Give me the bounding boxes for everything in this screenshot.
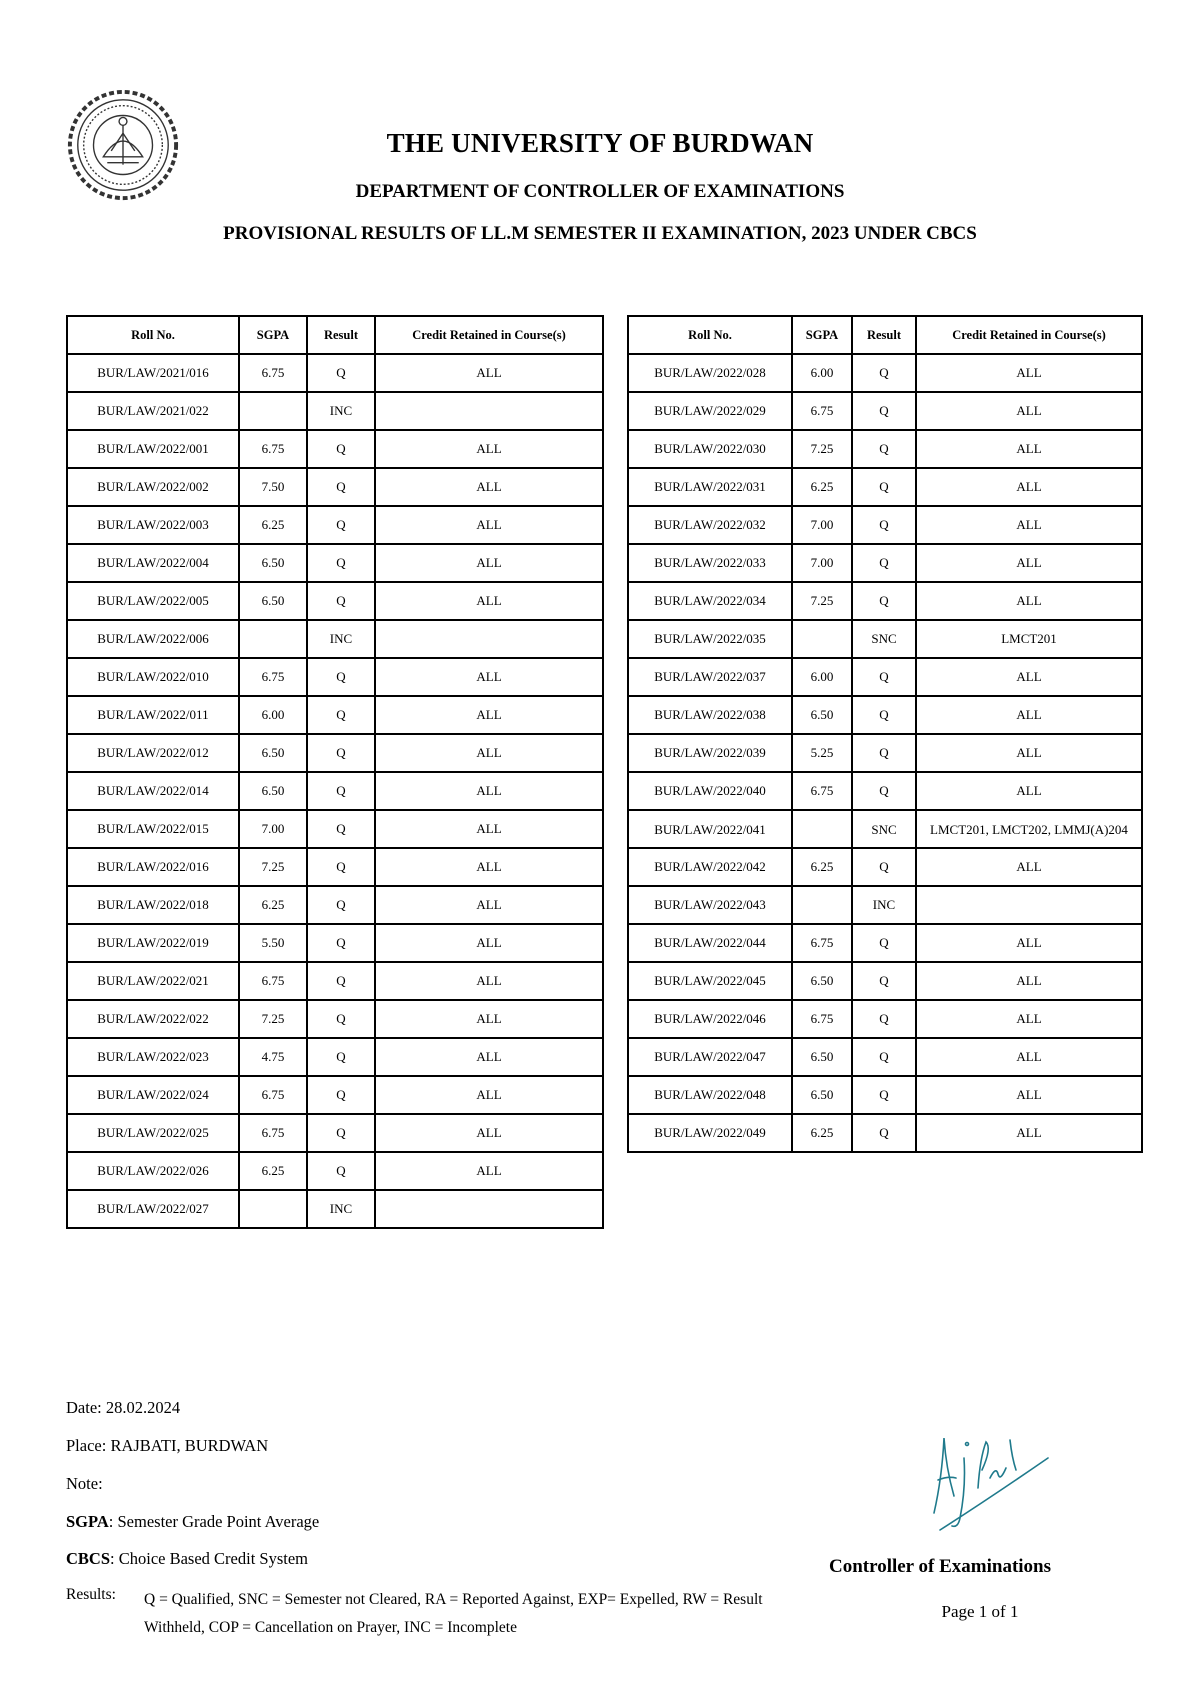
credit-cell: ALL bbox=[375, 962, 603, 1000]
table-row bbox=[67, 772, 603, 810]
credit-cell: ALL bbox=[375, 734, 603, 772]
roll-no-cell: BUR/LAW/2022/010 bbox=[67, 658, 239, 696]
table-row bbox=[628, 354, 1142, 392]
roll-no-cell: BUR/LAW/2022/032 bbox=[628, 506, 792, 544]
result-cell: Q bbox=[307, 468, 375, 506]
credit-cell: ALL bbox=[916, 962, 1142, 1000]
roll-no-cell: BUR/LAW/2022/047 bbox=[628, 1038, 792, 1076]
credit-cell: ALL bbox=[916, 354, 1142, 392]
credit-cell bbox=[375, 392, 603, 430]
roll-no-cell: BUR/LAW/2022/041 bbox=[628, 810, 792, 848]
roll-no-cell: BUR/LAW/2022/019 bbox=[67, 924, 239, 962]
sgpa-cell: 6.00 bbox=[792, 354, 852, 392]
sgpa-text: : Semester Grade Point Average bbox=[108, 1512, 320, 1531]
sgpa-cell: 6.75 bbox=[792, 772, 852, 810]
roll-no-cell: BUR/LAW/2022/037 bbox=[628, 658, 792, 696]
roll-no-cell: BUR/LAW/2022/023 bbox=[67, 1038, 239, 1076]
credit-cell: ALL bbox=[375, 1114, 603, 1152]
credit-cell: ALL bbox=[375, 1152, 603, 1190]
roll-no-cell: BUR/LAW/2022/016 bbox=[67, 848, 239, 886]
credit-cell: ALL bbox=[375, 582, 603, 620]
roll-no-cell: BUR/LAW/2022/024 bbox=[67, 1076, 239, 1114]
sgpa-abbr: SGPA bbox=[66, 1512, 109, 1531]
roll-no-cell: BUR/LAW/2022/046 bbox=[628, 1000, 792, 1038]
table-row bbox=[67, 620, 603, 658]
result-cell: Q bbox=[307, 962, 375, 1000]
sgpa-cell: 6.50 bbox=[239, 772, 307, 810]
credit-cell: ALL bbox=[375, 696, 603, 734]
result-cell: Q bbox=[307, 1114, 375, 1152]
credit-cell: ALL bbox=[916, 848, 1142, 886]
sgpa-cell bbox=[792, 620, 852, 658]
sgpa-definition bbox=[66, 1512, 319, 1532]
sgpa-cell: 6.00 bbox=[239, 696, 307, 734]
roll-no-cell: BUR/LAW/2022/018 bbox=[67, 886, 239, 924]
table-row bbox=[67, 582, 603, 620]
sgpa-cell: 6.25 bbox=[239, 506, 307, 544]
credit-cell: ALL bbox=[916, 392, 1142, 430]
result-cell: Q bbox=[852, 430, 916, 468]
place-line: Place: RAJBATI, BURDWAN bbox=[66, 1436, 269, 1455]
credit-cell bbox=[916, 886, 1142, 924]
table-row bbox=[628, 658, 1142, 696]
roll-no-cell: BUR/LAW/2022/045 bbox=[628, 962, 792, 1000]
roll-no-cell: BUR/LAW/2022/038 bbox=[628, 696, 792, 734]
result-cell: INC bbox=[307, 392, 375, 430]
result-cell: Q bbox=[307, 506, 375, 544]
sgpa-cell: 7.50 bbox=[239, 468, 307, 506]
table-row bbox=[67, 468, 603, 506]
table-row bbox=[67, 962, 603, 1000]
result-cell: Q bbox=[307, 886, 375, 924]
credit-cell: ALL bbox=[916, 696, 1142, 734]
result-cell: Q bbox=[852, 734, 916, 772]
table-row bbox=[67, 658, 603, 696]
credit-cell: ALL bbox=[916, 772, 1142, 810]
exam-title: PROVISIONAL RESULTS OF LL.M SEMESTER II EXAMINATION, 2023 UNDER CBCS bbox=[223, 223, 977, 244]
result-cell: Q bbox=[307, 430, 375, 468]
result-cell: Q bbox=[307, 1000, 375, 1038]
university-title: THE UNIVERSITY OF BURDWAN bbox=[386, 128, 814, 158]
column-header-result: Result bbox=[307, 316, 375, 354]
roll-no-cell: BUR/LAW/2021/022 bbox=[67, 392, 239, 430]
table-row bbox=[67, 1038, 603, 1076]
table-row bbox=[67, 544, 603, 582]
result-cell: Q bbox=[307, 1076, 375, 1114]
credit-cell: ALL bbox=[916, 734, 1142, 772]
table-row bbox=[628, 886, 1142, 924]
column-header-result: Result bbox=[852, 316, 916, 354]
roll-no-cell: BUR/LAW/2022/028 bbox=[628, 354, 792, 392]
credit-cell: ALL bbox=[375, 1076, 603, 1114]
result-cell: Q bbox=[852, 1076, 916, 1114]
sgpa-cell: 5.25 bbox=[792, 734, 852, 772]
roll-no-cell: BUR/LAW/2022/003 bbox=[67, 506, 239, 544]
roll-no-cell: BUR/LAW/2022/021 bbox=[67, 962, 239, 1000]
sgpa-cell: 6.50 bbox=[239, 582, 307, 620]
sgpa-cell: 6.50 bbox=[792, 1038, 852, 1076]
sgpa-cell: 6.25 bbox=[792, 848, 852, 886]
result-cell: Q bbox=[307, 810, 375, 848]
result-cell: Q bbox=[852, 848, 916, 886]
roll-no-cell: BUR/LAW/2022/015 bbox=[67, 810, 239, 848]
result-cell: Q bbox=[307, 582, 375, 620]
sgpa-cell: 6.00 bbox=[792, 658, 852, 696]
result-cell: Q bbox=[852, 468, 916, 506]
sgpa-cell: 6.25 bbox=[792, 1114, 852, 1152]
result-cell: Q bbox=[852, 1038, 916, 1076]
sgpa-cell: 7.00 bbox=[792, 506, 852, 544]
credit-cell: ALL bbox=[375, 886, 603, 924]
roll-no-cell: BUR/LAW/2022/044 bbox=[628, 924, 792, 962]
result-cell: Q bbox=[307, 696, 375, 734]
table-row bbox=[67, 1000, 603, 1038]
sgpa-cell: 6.75 bbox=[239, 1076, 307, 1114]
table-row bbox=[628, 696, 1142, 734]
sgpa-cell: 7.25 bbox=[792, 582, 852, 620]
table-row bbox=[628, 506, 1142, 544]
results-label: Results: bbox=[66, 1586, 116, 1603]
sgpa-cell: 6.75 bbox=[239, 354, 307, 392]
cbcs-definition bbox=[66, 1549, 308, 1569]
roll-no-cell: BUR/LAW/2022/022 bbox=[67, 1000, 239, 1038]
table-row bbox=[67, 734, 603, 772]
result-cell: Q bbox=[852, 582, 916, 620]
credit-cell: ALL bbox=[375, 468, 603, 506]
result-cell: Q bbox=[852, 1114, 916, 1152]
roll-no-cell: BUR/LAW/2022/039 bbox=[628, 734, 792, 772]
result-cell: Q bbox=[852, 772, 916, 810]
sgpa-cell: 4.75 bbox=[239, 1038, 307, 1076]
signature-icon bbox=[920, 1418, 1050, 1538]
table-row bbox=[628, 810, 1142, 848]
sgpa-cell: 6.75 bbox=[239, 1114, 307, 1152]
sgpa-cell bbox=[792, 886, 852, 924]
table-row bbox=[628, 848, 1142, 886]
result-cell: Q bbox=[307, 848, 375, 886]
credit-cell: ALL bbox=[916, 1114, 1142, 1152]
sgpa-cell: 7.25 bbox=[239, 848, 307, 886]
results-table-left bbox=[66, 315, 604, 1229]
roll-no-cell: BUR/LAW/2022/026 bbox=[67, 1152, 239, 1190]
roll-no-cell: BUR/LAW/2022/011 bbox=[67, 696, 239, 734]
result-cell: Q bbox=[852, 962, 916, 1000]
credit-cell: ALL bbox=[375, 430, 603, 468]
sgpa-cell: 7.00 bbox=[792, 544, 852, 582]
roll-no-cell: BUR/LAW/2022/014 bbox=[67, 772, 239, 810]
credit-cell: ALL bbox=[916, 1076, 1142, 1114]
table-row bbox=[67, 696, 603, 734]
result-cell: Q bbox=[307, 924, 375, 962]
roll-no-cell: BUR/LAW/2022/034 bbox=[628, 582, 792, 620]
credit-cell: ALL bbox=[916, 582, 1142, 620]
table-row bbox=[628, 468, 1142, 506]
roll-no-cell: BUR/LAW/2022/012 bbox=[67, 734, 239, 772]
credit-cell: ALL bbox=[916, 468, 1142, 506]
sgpa-cell: 6.75 bbox=[792, 392, 852, 430]
column-header-roll-no: Roll No. bbox=[628, 316, 792, 354]
roll-no-cell: BUR/LAW/2022/043 bbox=[628, 886, 792, 924]
credit-cell bbox=[375, 620, 603, 658]
credit-cell: LMCT201, LMCT202, LMMJ(A)204 bbox=[916, 810, 1142, 848]
sgpa-cell: 6.25 bbox=[239, 886, 307, 924]
department-title: DEPARTMENT OF CONTROLLER OF EXAMINATIONS bbox=[355, 181, 845, 202]
sgpa-cell: 6.75 bbox=[239, 962, 307, 1000]
roll-no-cell: BUR/LAW/2022/029 bbox=[628, 392, 792, 430]
sgpa-cell: 6.25 bbox=[239, 1152, 307, 1190]
table-row bbox=[67, 392, 603, 430]
credit-cell: ALL bbox=[375, 354, 603, 392]
table-row bbox=[67, 810, 603, 848]
table-row bbox=[67, 354, 603, 392]
result-cell: Q bbox=[852, 354, 916, 392]
credit-cell: ALL bbox=[916, 506, 1142, 544]
roll-no-cell: BUR/LAW/2022/027 bbox=[67, 1190, 239, 1228]
table-row bbox=[67, 506, 603, 544]
result-cell: INC bbox=[307, 620, 375, 658]
result-cell: Q bbox=[852, 658, 916, 696]
result-cell: SNC bbox=[852, 810, 916, 848]
column-header-sgpa: SGPA bbox=[792, 316, 852, 354]
sgpa-cell: 6.50 bbox=[792, 962, 852, 1000]
column-header-credit: Credit Retained in Course(s) bbox=[375, 316, 603, 354]
table-row bbox=[67, 848, 603, 886]
roll-no-cell: BUR/LAW/2022/042 bbox=[628, 848, 792, 886]
result-cell: SNC bbox=[852, 620, 916, 658]
table-row bbox=[628, 582, 1142, 620]
table-row bbox=[67, 1076, 603, 1114]
date-line: Date: 28.02.2024 bbox=[66, 1398, 181, 1417]
roll-no-cell: BUR/LAW/2022/025 bbox=[67, 1114, 239, 1152]
credit-cell bbox=[375, 1190, 603, 1228]
sgpa-cell bbox=[792, 810, 852, 848]
result-cell: Q bbox=[307, 1038, 375, 1076]
sgpa-cell: 6.50 bbox=[792, 696, 852, 734]
roll-no-cell: BUR/LAW/2021/016 bbox=[67, 354, 239, 392]
column-header-roll-no: Roll No. bbox=[67, 316, 239, 354]
note-label: Note: bbox=[66, 1474, 103, 1493]
sgpa-cell bbox=[239, 1190, 307, 1228]
credit-cell: ALL bbox=[375, 772, 603, 810]
result-cell: Q bbox=[852, 1000, 916, 1038]
table-row bbox=[628, 1038, 1142, 1076]
table-row bbox=[67, 430, 603, 468]
sgpa-cell bbox=[239, 620, 307, 658]
sgpa-cell: 7.25 bbox=[792, 430, 852, 468]
result-cell: Q bbox=[307, 658, 375, 696]
credit-cell: ALL bbox=[375, 810, 603, 848]
column-header-sgpa: SGPA bbox=[239, 316, 307, 354]
results-legend-text: Q = Qualified, SNC = Semester not Cleared, RA = Reported Against, EXP= Expelled, RW = Result Withheld, COP = Cancellation on Prayer, INC = Incomplete bbox=[144, 1591, 763, 1636]
credit-cell: ALL bbox=[916, 544, 1142, 582]
sgpa-cell: 6.25 bbox=[792, 468, 852, 506]
table-row bbox=[67, 924, 603, 962]
roll-no-cell: BUR/LAW/2022/033 bbox=[628, 544, 792, 582]
credit-cell: ALL bbox=[375, 924, 603, 962]
result-cell: Q bbox=[307, 734, 375, 772]
table-row bbox=[628, 772, 1142, 810]
table-row bbox=[628, 1114, 1142, 1152]
table-row bbox=[67, 1114, 603, 1152]
credit-cell: ALL bbox=[375, 544, 603, 582]
controller-title: Controller of Examinations bbox=[828, 1556, 1052, 1577]
sgpa-cell: 6.50 bbox=[239, 734, 307, 772]
sgpa-cell: 6.75 bbox=[239, 658, 307, 696]
roll-no-cell: BUR/LAW/2022/035 bbox=[628, 620, 792, 658]
sgpa-cell: 5.50 bbox=[239, 924, 307, 962]
table-row bbox=[628, 1076, 1142, 1114]
table-row bbox=[628, 620, 1142, 658]
result-cell: Q bbox=[307, 1152, 375, 1190]
table-row bbox=[628, 924, 1142, 962]
roll-no-cell: BUR/LAW/2022/031 bbox=[628, 468, 792, 506]
credit-cell: LMCT201 bbox=[916, 620, 1142, 658]
cbcs-abbr: CBCS bbox=[66, 1549, 111, 1568]
credit-cell: ALL bbox=[375, 1000, 603, 1038]
table-row bbox=[628, 544, 1142, 582]
sgpa-cell: 6.75 bbox=[792, 1000, 852, 1038]
roll-no-cell: BUR/LAW/2022/004 bbox=[67, 544, 239, 582]
sgpa-cell: 6.50 bbox=[239, 544, 307, 582]
sgpa-cell: 6.75 bbox=[792, 924, 852, 962]
roll-no-cell: BUR/LAW/2022/049 bbox=[628, 1114, 792, 1152]
roll-no-cell: BUR/LAW/2022/048 bbox=[628, 1076, 792, 1114]
credit-cell: ALL bbox=[375, 1038, 603, 1076]
sgpa-cell bbox=[239, 392, 307, 430]
sgpa-cell: 7.25 bbox=[239, 1000, 307, 1038]
sgpa-cell: 6.50 bbox=[792, 1076, 852, 1114]
credit-cell: ALL bbox=[916, 430, 1142, 468]
result-cell: INC bbox=[307, 1190, 375, 1228]
result-cell: Q bbox=[307, 544, 375, 582]
roll-no-cell: BUR/LAW/2022/001 bbox=[67, 430, 239, 468]
credit-cell: ALL bbox=[916, 1038, 1142, 1076]
result-cell: Q bbox=[852, 392, 916, 430]
table-row bbox=[67, 886, 603, 924]
roll-no-cell: BUR/LAW/2022/002 bbox=[67, 468, 239, 506]
table-row bbox=[67, 1190, 603, 1228]
results-table-right bbox=[627, 315, 1143, 1153]
table-row bbox=[628, 392, 1142, 430]
credit-cell: ALL bbox=[916, 1000, 1142, 1038]
result-cell: Q bbox=[307, 772, 375, 810]
page-number: Page 1 of 1 bbox=[941, 1602, 1019, 1621]
credit-cell: ALL bbox=[375, 848, 603, 886]
credit-cell: ALL bbox=[375, 506, 603, 544]
result-cell: Q bbox=[852, 544, 916, 582]
roll-no-cell: BUR/LAW/2022/040 bbox=[628, 772, 792, 810]
table-row bbox=[628, 962, 1142, 1000]
table-row bbox=[628, 1000, 1142, 1038]
roll-no-cell: BUR/LAW/2022/005 bbox=[67, 582, 239, 620]
roll-no-cell: BUR/LAW/2022/030 bbox=[628, 430, 792, 468]
column-header-credit: Credit Retained in Course(s) bbox=[916, 316, 1142, 354]
table-row bbox=[628, 430, 1142, 468]
sgpa-cell: 7.00 bbox=[239, 810, 307, 848]
result-cell: Q bbox=[852, 506, 916, 544]
credit-cell: ALL bbox=[916, 924, 1142, 962]
result-cell: INC bbox=[852, 886, 916, 924]
cbcs-text: : Choice Based Credit System bbox=[110, 1549, 308, 1568]
result-cell: Q bbox=[852, 924, 916, 962]
sgpa-cell: 6.75 bbox=[239, 430, 307, 468]
roll-no-cell: BUR/LAW/2022/006 bbox=[67, 620, 239, 658]
result-cell: Q bbox=[852, 696, 916, 734]
credit-cell: ALL bbox=[375, 658, 603, 696]
table-row bbox=[628, 734, 1142, 772]
result-cell: Q bbox=[307, 354, 375, 392]
credit-cell: ALL bbox=[916, 658, 1142, 696]
table-row bbox=[67, 1152, 603, 1190]
